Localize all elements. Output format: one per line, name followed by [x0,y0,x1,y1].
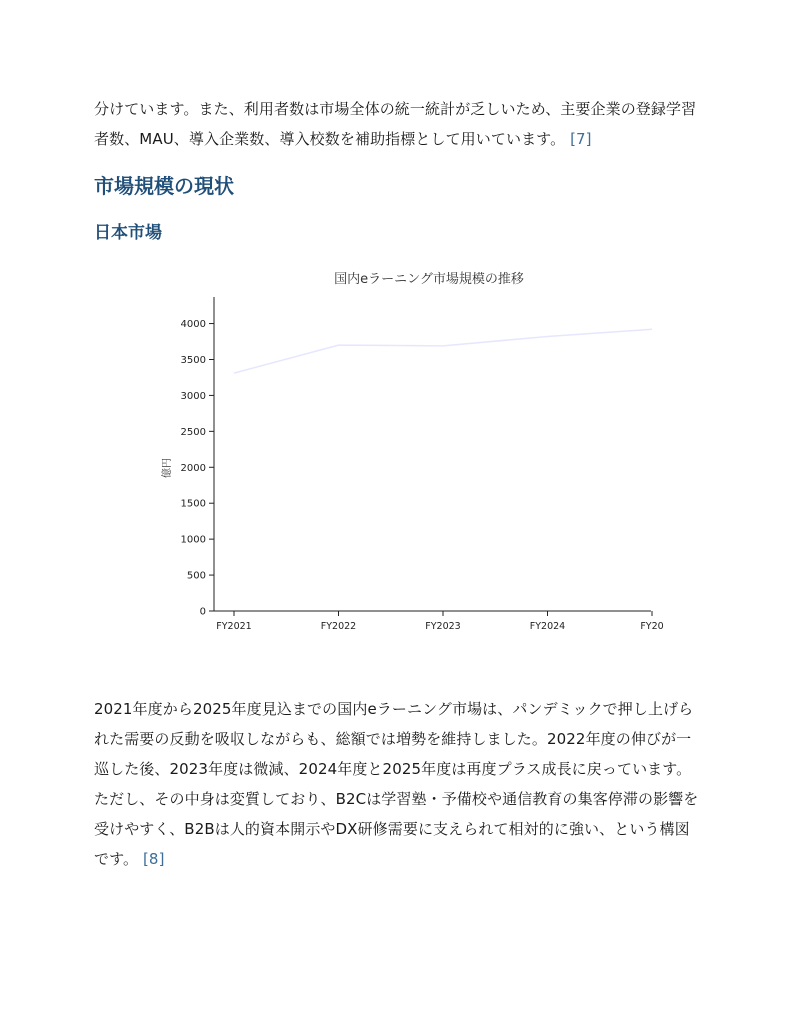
x-tick-label: FY2022 [320,621,357,632]
intro-text: 分けています。また、利用者数は市場全体の統一統計が乏しいため、主要企業の登録学習者数、MAU、導入企業数、導入校数を補助指標として用いています。 [94,100,697,148]
x-tick-label: FY2021 [216,621,252,632]
x-tick-label: FY20 [640,621,664,632]
citation-link-8[interactable]: [8] [142,850,165,868]
y-ticks [181,319,214,617]
market-paragraph [94,694,704,874]
y-tick-label: 3000 [180,390,206,402]
y-tick-label: 1000 [180,534,206,546]
citation-link-7[interactable]: [7] [570,130,592,148]
y-tick-label: 500 [186,570,206,582]
market-text: 2021年度から2025年度見込までの国内eラーニング市場は、パンデミックで押し上げられた需要の反動を吸収しながらも、総額では増勢を維持しました。2022年度の伸びが一巡した後、2023年度は微減、2024年度と2025年度は再度プラス成長に戻っています。ただし、その中身は変質しており、B2Cは学習塾・予備校や通信教育の集客停滞の影響を受けやすく、B2Bは人的資本開示やDX研修需要に支えられて相対的に強い、という構図です。 [94,700,699,868]
y-tick-label: 3500 [180,354,206,366]
y-tick-label: 2000 [180,462,206,474]
chart-title: 国内eラーニング市場規模の推移 [334,272,524,287]
x-tick-label: FY2023 [425,621,461,632]
document-page [94,94,704,868]
chart-svg [154,266,674,636]
market-size-chart [154,266,674,636]
y-tick-label: 2500 [180,426,206,438]
x-tick-label: FY2024 [529,621,566,632]
intro-paragraph [94,94,704,154]
y-tick-label: 1500 [180,498,206,510]
y-tick-label: 4000 [180,319,206,331]
section-heading: 市場規模の現状 [94,174,234,198]
x-ticks [216,611,663,632]
y-axis-label: 億円 [162,458,173,478]
subsection-heading: 日本市場 [94,223,162,243]
y-tick-label: 0 [199,606,206,618]
series-line [234,329,652,373]
